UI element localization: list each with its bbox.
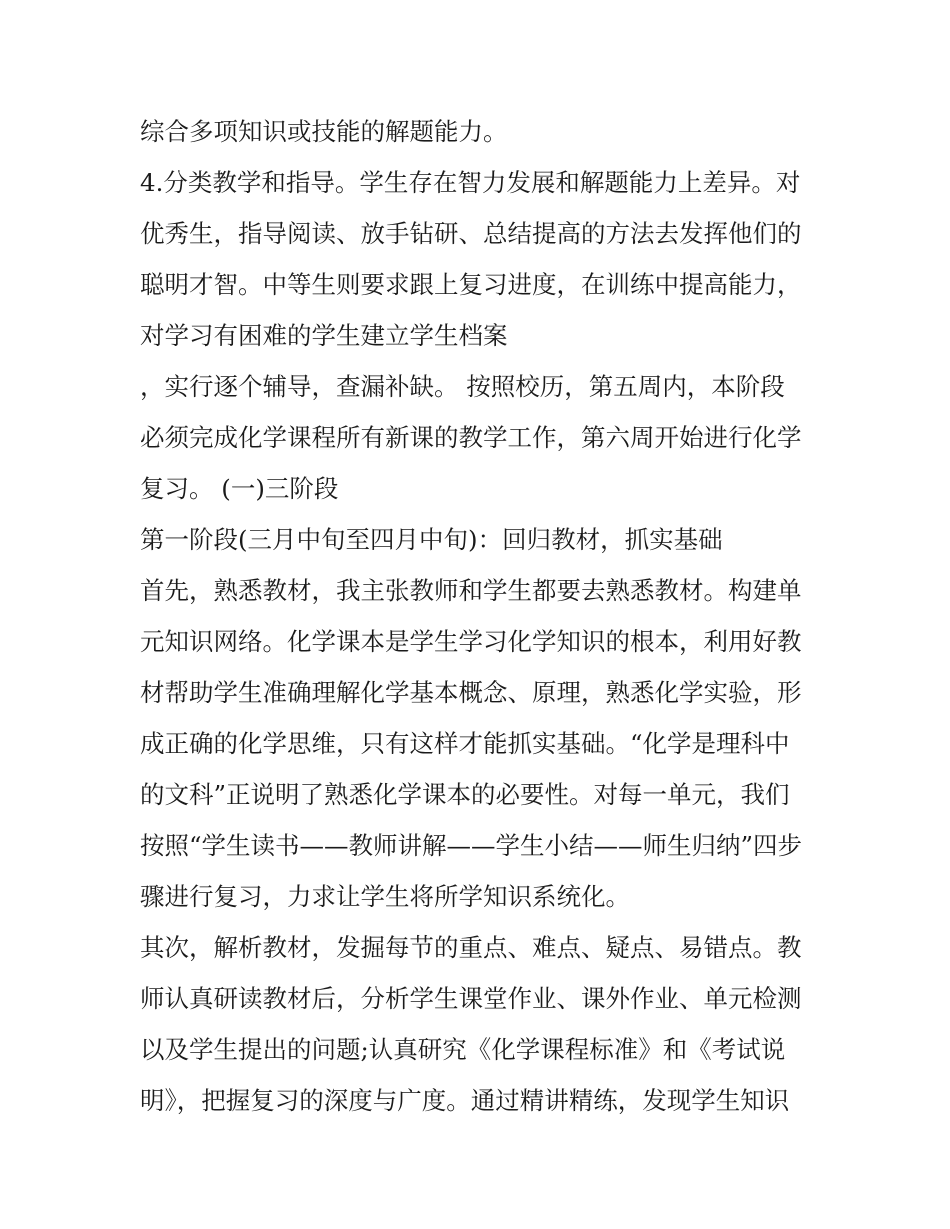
text-line: 元知识网络。化学课本是学生学习化学知识的根本，利用好教 — [140, 627, 802, 656]
text-line: 的文科”正说明了熟悉化学课本的必要性。对每一单元，我们 — [140, 780, 790, 809]
text-line: 优秀生，指导阅读、放手钻研、总结提高的方法去发挥他们的 — [140, 219, 802, 248]
text-line: 首先，熟悉教材，我主张教师和学生都要去熟悉教材。构建单 — [140, 576, 802, 605]
text-line: 骤进行复习，力求让学生将所学知识系统化。 — [140, 882, 630, 911]
text-line: 材帮助学生准确理解化学基本概念、原理，熟悉化学实验，形 — [140, 678, 802, 707]
text-line: 聪明才智。中等生则要求跟上复习进度，在训练中提高能力， — [140, 270, 802, 299]
text-line: 按照“学生读书——教师讲解——学生小结——师生归纳”四步 — [140, 831, 803, 860]
text-line: 复习。 (一)三阶段 — [140, 474, 339, 503]
text-line: 成正确的化学思维，只有这样才能抓实基础。“化学是理科中 — [140, 729, 790, 758]
text-line: 4.分类教学和指导。学生存在智力发展和解题能力上差异。对 — [140, 168, 801, 197]
text-line: ，实行逐个辅导，查漏补缺。 按照校历，第五周内，本阶段 — [140, 372, 785, 401]
body-text — [140, 106, 820, 1126]
text-line: 以及学生提出的问题;认真研究《化学课程标准》和《考试说 — [140, 1035, 786, 1064]
text-line: 对学习有困难的学生建立学生档案 — [140, 321, 508, 350]
text-line: 明》，把握复习的深度与广度。通过精讲精练，发现学生知识 — [140, 1086, 790, 1115]
text-line: 必须完成化学课程所有新课的教学工作，第六周开始进行化学 — [140, 423, 802, 452]
text-line: 其次，解析教材，发掘每节的重点、难点、疑点、易错点。教 — [140, 933, 802, 962]
text-line: 综合多项知识或技能的解题能力。 — [140, 117, 508, 146]
text-line: 师认真研读教材后，分析学生课堂作业、课外作业、单元检测 — [140, 984, 802, 1013]
section-heading: 第一阶段(三月中旬至四月中旬)：回归教材，抓实基础 — [140, 525, 723, 554]
